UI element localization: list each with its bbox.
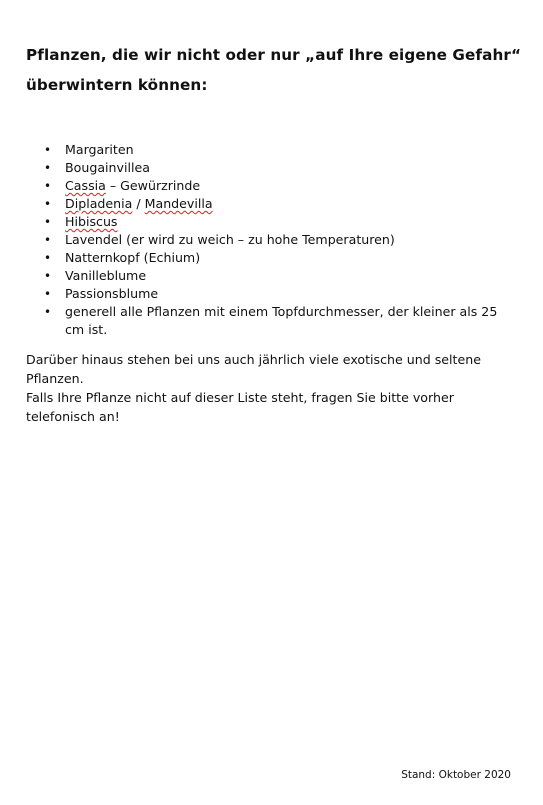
list-item [44,249,514,267]
bullet-icon: • [44,215,52,229]
paragraph-contact-note: Falls Ihre Pflanze nicht auf dieser Liste steht, fragen Sie bitte vorher telefonisch an! [26,390,454,424]
list-item [44,267,514,285]
spellcheck-word: Hibiscus [65,214,118,229]
list-item [44,285,514,303]
paragraph-exotic-plants: Darüber hinaus stehen bei uns auch jährlich viele exotische und seltene Pflanzen. [26,352,481,386]
footer-date: Stand: Oktober 2020 [401,769,511,781]
bullet-icon: • [44,179,52,193]
spellcheck-word: Mandevilla [144,196,213,211]
list-item [44,231,514,249]
spellcheck-word: Dipladenia [65,196,133,211]
list-item-text: – Gewürzrinde [105,178,201,193]
bullet-icon: • [44,233,52,247]
list-item-text: Bougainvillea [65,160,150,175]
bullet-icon: • [44,197,52,211]
list-item-text: generell alle Pflanzen mit einem Topfdurchmesser, der kleiner als 25 cm ist. [65,304,498,337]
spellcheck-word: Cassia [65,178,106,193]
list-item-text: Margariten [65,142,134,157]
list-item [44,213,514,231]
list-item-text: Vanilleblume [65,268,147,283]
bullet-icon: • [44,287,52,301]
bullet-icon: • [44,161,52,175]
bullet-icon: • [44,251,52,265]
bullet-icon: • [44,143,52,157]
title-line-2: überwintern können: [26,76,208,94]
list-item [44,303,514,339]
list-item-text: Natternkopf (Echium) [65,250,201,265]
list-item [44,177,514,195]
title-line-1: Pflanzen, die wir nicht oder nur „auf Ihre eigene Gefahr“ [26,46,522,64]
bullet-icon: • [44,305,52,319]
list-item-text: Passionsblume [65,286,159,301]
page-title [26,40,526,100]
bullet-icon: • [44,269,52,283]
list-item-separator: / [132,196,145,211]
list-item [44,141,514,159]
list-item [44,195,514,213]
list-item [44,159,514,177]
list-item-text: Lavendel (er wird zu weich – zu hohe Temperaturen) [65,232,395,247]
plant-list [44,141,514,339]
